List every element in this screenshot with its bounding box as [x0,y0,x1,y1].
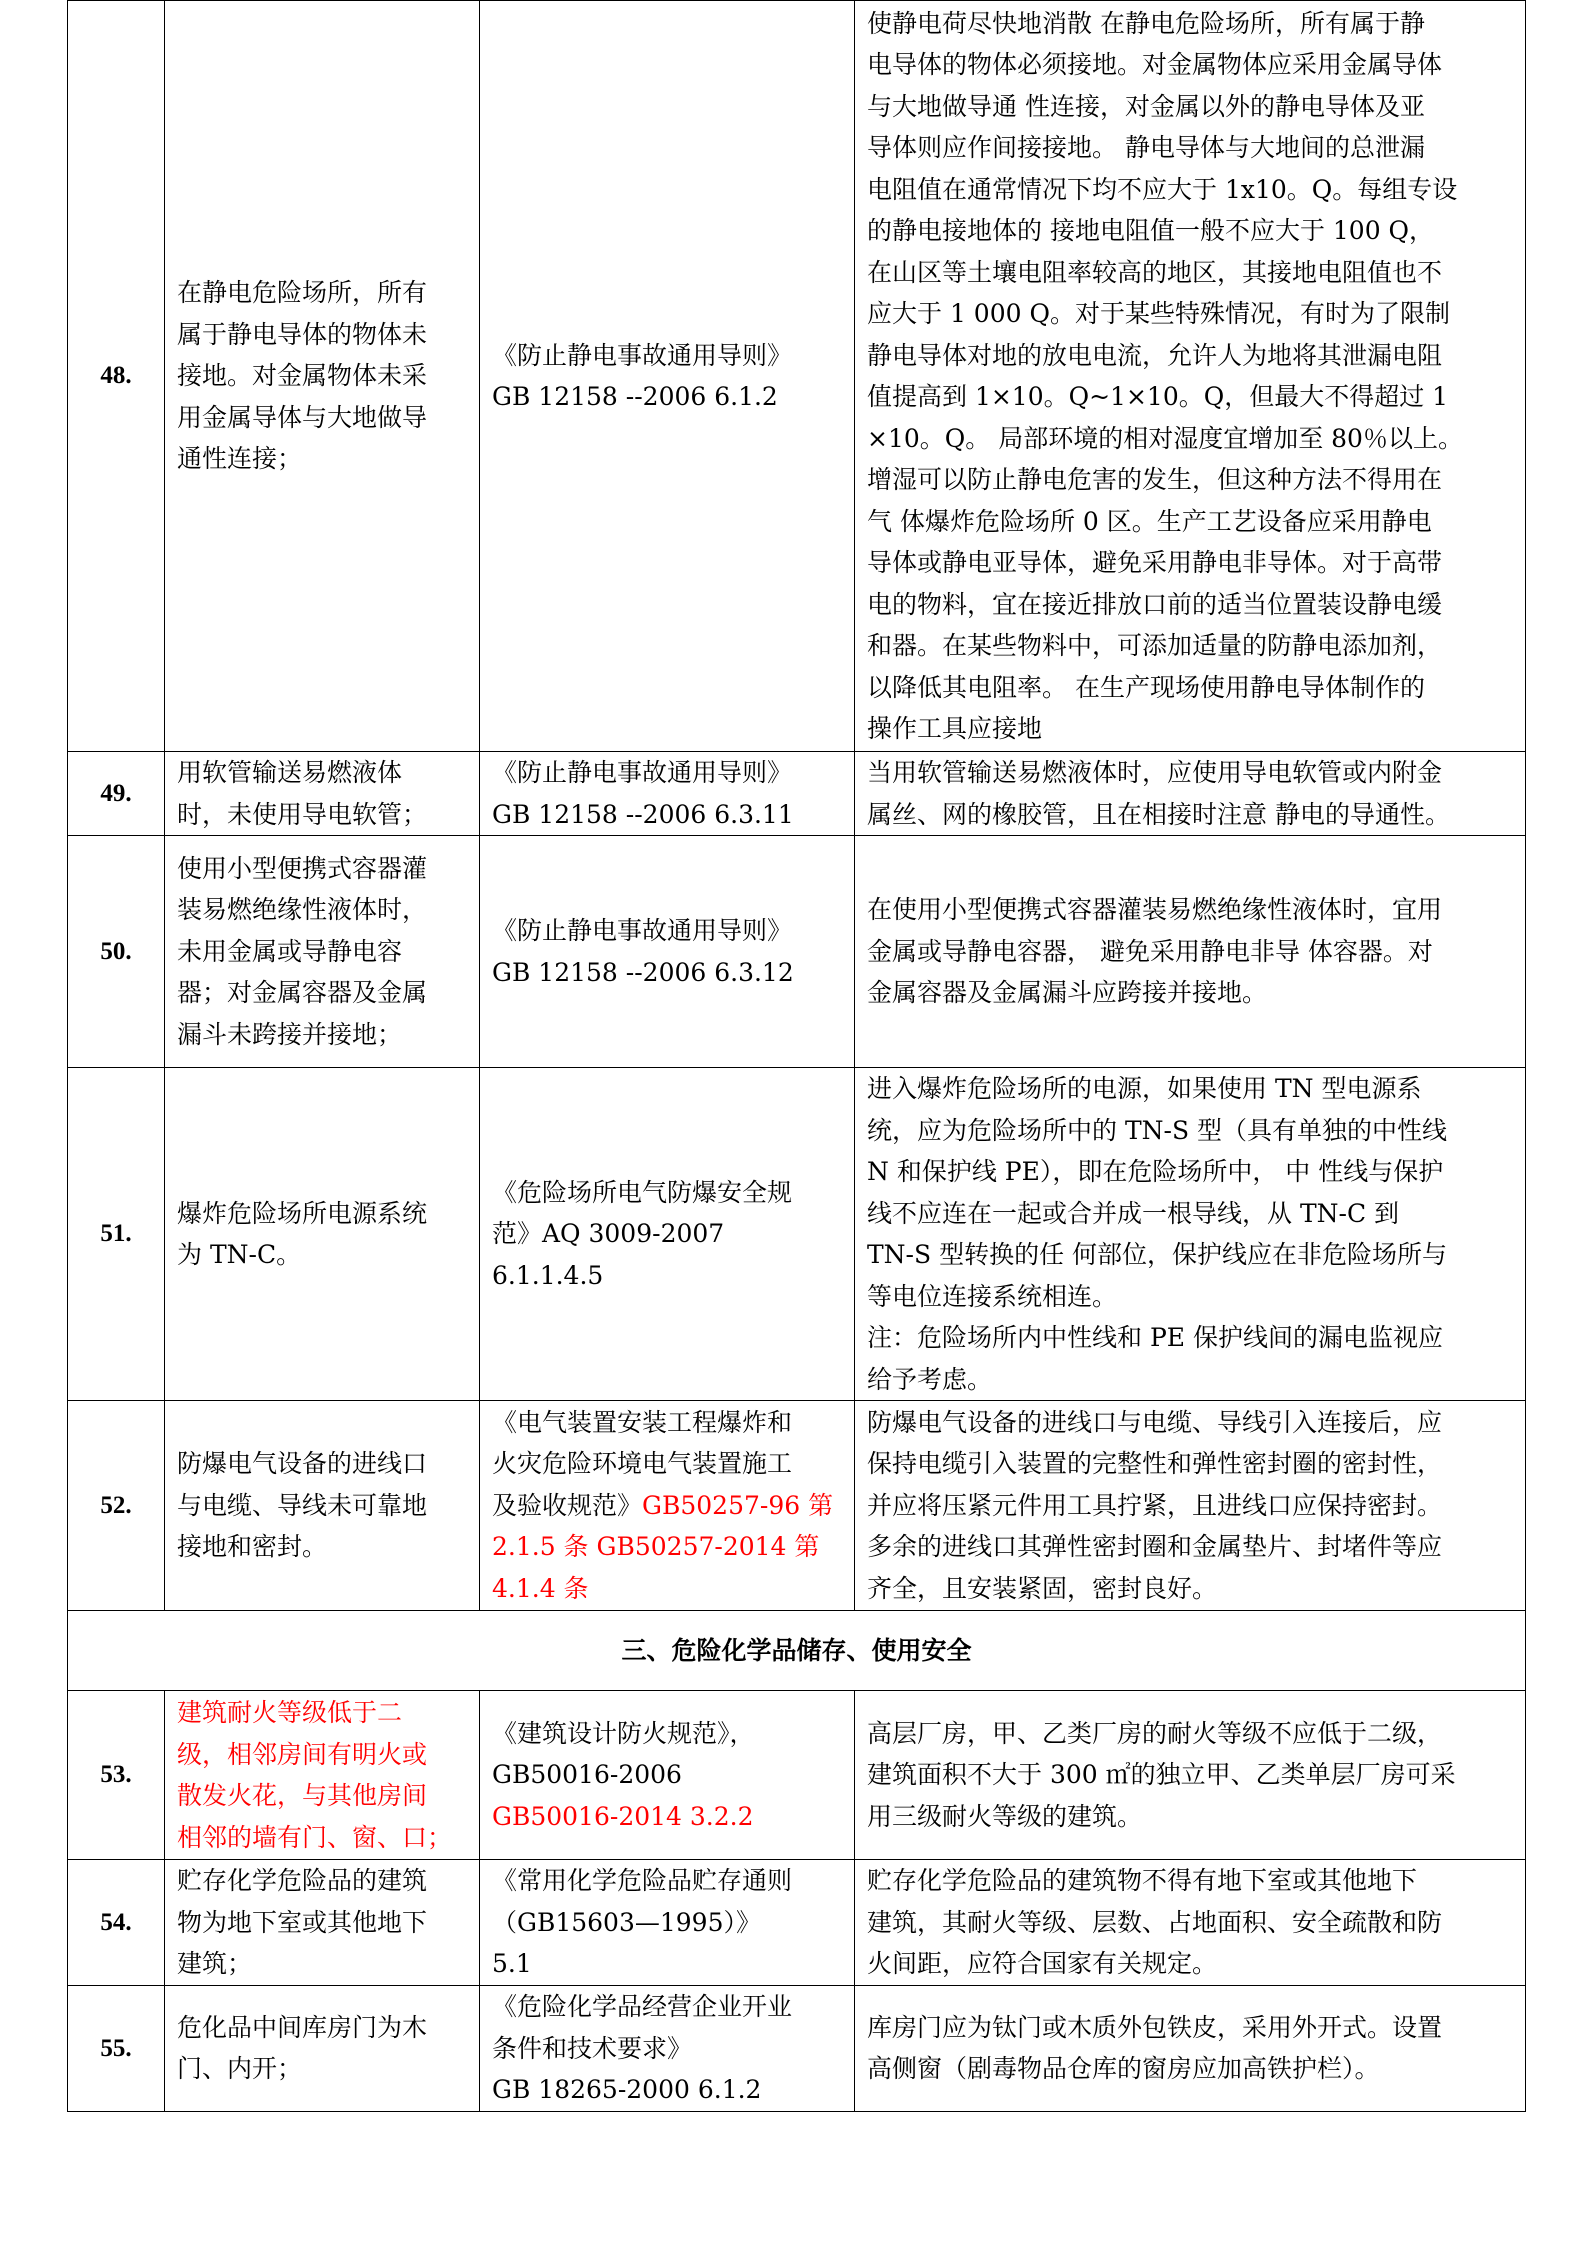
text: 电导体的物体必须接地。对金属物体应采用金属导体 [867,50,1443,79]
text: 应大于 1 000 Q。对于某些特殊情况，有时为了限制 [867,299,1450,328]
cell-line [867,1713,1513,1755]
table-row [68,836,1526,1068]
text: 用软管输送易燃液体 [177,758,403,787]
cell-line [492,2069,842,2111]
regulation-reference [480,1068,855,1401]
hazard-description [165,1691,480,1860]
requirement-text [855,1068,1526,1401]
cell-line [867,1796,1513,1838]
text: 条件和技术要求》 [492,2033,693,2063]
hazard-description [165,1068,480,1401]
cell-line [867,1902,1513,1944]
cell-line [177,1902,467,1944]
hazard-description [165,1401,480,1611]
text: 物为地下室或其他地下 [177,1907,428,1937]
cell-line [867,889,1513,931]
table-row [68,1986,1526,2112]
text: 建筑； [177,1949,253,1979]
cell-line [177,1817,467,1859]
item-number: 48. [68,1,165,752]
text: 防爆电气设备的进线口与电缆、导线引入连接后，应 [867,1407,1443,1437]
cell-line [177,848,467,890]
cell-line [867,1359,1513,1401]
cell-line [177,2048,467,2090]
cell-line [867,501,1513,543]
cell-line [177,1943,467,1985]
cell-line [867,667,1513,709]
regulation-reference [480,836,855,1068]
cell-line [867,1110,1513,1152]
cell-line [492,335,842,377]
cell-line [177,438,467,480]
text: 注：危险场所内中性线和 PE 保护线间的漏电监视应 [867,1323,1443,1352]
text: 门、内开； [177,2054,303,2084]
hazard-checklist-table [67,0,1526,2112]
cell-line [867,1443,1513,1485]
text: N 和保护线 PE），即在危险场所中， 中 性线与保护 [867,1157,1444,1186]
cell-line [492,1172,842,1214]
text: 保持电缆引入装置的完整性和弹性密封圈的密封性， [867,1449,1443,1479]
cell-line [867,127,1513,169]
text: GB50016-2006 [492,1760,682,1790]
cell-line [177,314,467,356]
hazard-description [165,1860,480,1986]
text: ×10。Q。 局部环境的相对湿度宜增加至 80％以上。 [867,423,1463,453]
text: 及验收规范》 [492,1490,643,1520]
table-row [68,1,1526,752]
cell-line [867,44,1513,86]
requirement-text [855,1,1526,752]
cell-line [867,169,1513,211]
cell-line [492,2028,842,2070]
text: GB 12158 --2006 6.3.11 [492,799,794,829]
section-header-row [68,1611,1526,1691]
cell-line [867,2007,1513,2049]
requirement-text [855,836,1526,1068]
cell-line [867,708,1513,750]
text: 贮存化学危险品的建筑物不得有地下室或其他地下 [867,1866,1418,1896]
text: 增湿可以防止静电危害的发生，但这种方法不得用在 [867,465,1443,494]
cell-line [492,952,842,994]
text: 在静电危险场所，所有 [177,278,428,308]
cell-line [177,931,467,973]
cell-line [492,1796,842,1838]
cell-line [867,1526,1513,1568]
regulation-reference [480,1401,855,1611]
text: 以降低其电阻率。 在生产现场使用静电导体制作的 [867,672,1425,702]
text: 5.1 [492,1949,532,1979]
cell-line [177,355,467,397]
text: 通性连接； [177,444,303,474]
text: 在使用小型便携式容器灌装易燃绝缘性液体时，宜用 [867,895,1443,925]
cell-line [867,376,1513,418]
cell-line [177,752,467,794]
cell-line [492,1754,842,1796]
requirement-text [855,1986,1526,2112]
cell-line [492,1902,842,1944]
text: 并应将压紧元件用工具拧紧，且进线口应保持密封。 [867,1490,1443,1520]
text: 属丝、网的橡胶管，且在相接时注意 静电的导通性。 [867,799,1450,829]
cell-line [867,1943,1513,1985]
item-number: 52. [68,1401,165,1611]
text: 《防止静电事故通用导则》 [492,916,793,945]
text: 与大地做导通 性连接，对金属以外的静电导体及亚 [867,91,1425,121]
cell-line [867,972,1513,1014]
cell-line [867,1402,1513,1444]
text: 《防止静电事故通用导则》 [492,758,793,787]
table-row [68,752,1526,836]
cell-line [867,1151,1513,1193]
cell-line [867,2048,1513,2090]
text: 《危险场所电气防爆安全规 [492,1177,793,1207]
cell-line [867,459,1513,501]
item-number: 49. [68,752,165,836]
text: 操作工具应接地 [867,714,1043,743]
text: 在山区等土壤电阻率较高的地区，其接地电阻值也不 [867,257,1443,287]
text: 使用小型便携式容器灌 [177,853,428,883]
text: 防爆电气设备的进线口 [177,1449,428,1479]
hazard-description [165,836,480,1068]
cell-line [867,86,1513,128]
cell-line [177,1014,467,1056]
text: 电阻值在通常情况下均不应大于 1x10。Q。每组专设 [867,174,1458,204]
hazard-description [165,1,480,752]
cell-line [867,1193,1513,1235]
cell-line [492,752,842,794]
text: 器；对金属容器及金属 [177,978,428,1008]
text: 气 体爆炸危险场所 0 区。生产工艺设备应采用静电 [867,506,1432,536]
text: 多余的进线口其弹性密封圈和金属垫片、封堵件等应 [867,1532,1443,1562]
hazard-description [165,752,480,836]
text: 用金属导体与大地做导 [177,402,428,432]
text: 《防止静电事故通用导则》 [492,340,793,370]
text: 装易燃绝缘性液体时， [177,895,428,925]
cell-line [177,1860,467,1902]
cell-line [492,1255,842,1297]
cell-line [867,252,1513,294]
cell-line [867,1568,1513,1610]
text: TN-S 型转换的任 何部位，保护线应在非危险场所与 [867,1240,1448,1269]
text: 范》AQ 3009-2007 [492,1219,725,1249]
cell-line [867,210,1513,252]
cell-line [177,1443,467,1485]
regulation-reference [480,1986,855,2112]
text: 火灾危险环境电气装置施工 [492,1449,793,1479]
cell-line [867,335,1513,377]
cell-line [867,542,1513,584]
item-number: 50. [68,836,165,1068]
item-number: 54. [68,1860,165,1986]
cell-line [177,272,467,314]
cell-line [492,1860,842,1902]
table-row [68,1691,1526,1860]
cell-line [867,1860,1513,1902]
text: 金属或导静电容器， 避免采用静电非导 体容器。对 [867,936,1433,966]
cell-line [177,1193,467,1235]
text: 贮存化学危险品的建筑 [177,1866,428,1896]
text: 为 TN-C。 [177,1240,302,1269]
cell-line [177,1775,467,1817]
text: 库房门应为钛门或木质外包铁皮，采用外开式。设置 [867,2012,1443,2042]
cell-line [867,3,1513,45]
item-number: 51. [68,1068,165,1401]
cell-line [492,1402,842,1444]
cell-line [867,752,1513,794]
cell-line [492,1213,842,1255]
cell-line [177,889,467,931]
cell-line [492,376,842,418]
text: 《建筑设计防火规范》， [492,1718,755,1748]
text: 线不应连在一起或合并成一根导线，从 TN-C 到 [867,1198,1400,1228]
cell-line [177,397,467,439]
cell-line [492,1568,842,1610]
cell-line [492,1986,842,2028]
text: 《常用化学危险品贮存通则 [492,1866,793,1896]
text: 时，未使用导电软管； [177,799,428,829]
text: 属于静电导体的物体未 [177,319,428,349]
text: 高侧窗（剧毒物品仓库的窗房应加高铁护栏）。 [867,2054,1380,2084]
text: 金属容器及金属漏斗应跨接并接地。 [867,978,1268,1008]
text: 给予考虑。 [867,1364,993,1394]
cell-line [177,1734,467,1776]
text: 当用软管输送易燃液体时，应使用导电软管或内附金 [867,758,1443,787]
requirement-text [855,1860,1526,1986]
cell-line [867,293,1513,335]
text: 导体或静电亚导体，避免采用静电非导体。对于高带 [867,548,1443,577]
text: 《电气装置安装工程爆炸和 [492,1407,793,1437]
text: 进入爆炸危险场所的电源，如果使用 TN 型电源系 [867,1074,1422,1103]
cell-line [867,418,1513,460]
cell-line [492,794,842,836]
text: 高层厂房，甲、乙类厂房的耐火等级不应低于二级， [867,1718,1443,1748]
text: 6.1.1.4.5 [492,1260,604,1290]
text: GB 12158 --2006 6.1.2 [492,382,778,411]
text: 危化品中间库房门为木 [177,2012,428,2042]
hazard-description [165,1986,480,2112]
text: GB 18265-2000 6.1.2 [492,2075,762,2104]
text: 与电缆、导线未可靠地 [177,1490,428,1520]
text: 使静电荷尽快地消散 在静电危险场所，所有属于静 [867,8,1425,38]
text: 等电位连接系统相连。 [867,1281,1118,1311]
cell-line [867,1485,1513,1527]
cell-line [867,584,1513,626]
cell-line [492,1443,842,1485]
text: GB 12158 --2006 6.3.12 [492,957,794,987]
cell-line [867,625,1513,667]
text: 的静电接地体的 接地电阻值一般不应大于 100 Q， [867,216,1435,245]
table-row [68,1068,1526,1401]
cell-line [867,1068,1513,1110]
cell-line [867,1754,1513,1796]
highlighted-text: 散发火花，与其他房间 [177,1781,428,1810]
cell-line [867,794,1513,836]
cell-line [867,1234,1513,1276]
cell-line [177,794,467,836]
text: 值提高到 1×10。Q~1×10。Q，但最大不得超过 1 [867,382,1449,411]
item-number: 55. [68,1986,165,2112]
text: 漏斗未跨接并接地； [177,1019,403,1049]
text: 接地和密封。 [177,1532,328,1562]
requirement-text [855,752,1526,836]
cell-line [492,910,842,952]
highlighted-text: 2.1.5 条 GB50257-2014 第 [492,1532,820,1562]
cell-line [492,1713,842,1755]
table-row [68,1401,1526,1611]
text: 电的物料，宜在接近排放口前的适当位置装设静电缓 [867,589,1443,619]
cell-line [867,1317,1513,1359]
highlighted-text: 建筑耐火等级低于二 [177,1698,403,1727]
regulation-reference [480,752,855,836]
item-number: 53. [68,1691,165,1860]
highlighted-text: GB50257-96 第 [642,1490,834,1520]
cell-line [177,1526,467,1568]
cell-line [177,1234,467,1276]
table-row [68,1860,1526,1986]
cell-line [177,2007,467,2049]
text: 爆炸危险场所电源系统 [177,1198,428,1228]
cell-line [492,1943,842,1985]
text: 《危险化学品经营企业开业 [492,1992,793,2021]
text: 静电导体对地的放电电流，允许人为地将其泄漏电阻 [867,340,1443,370]
cell-line [867,931,1513,973]
text: 用三级耐火等级的建筑。 [867,1801,1143,1831]
regulation-reference [480,1860,855,1986]
cell-line [177,972,467,1014]
highlighted-text: 级，相邻房间有明火或 [177,1739,428,1769]
cell-line [492,1485,842,1527]
text: 和器。在某些物料中，可添加适量的防静电添加剂， [867,631,1443,660]
text: （GB15603—1995）》 [492,1907,761,1937]
cell-line [177,1692,467,1734]
requirement-text [855,1401,1526,1611]
text: 接地。对金属物体未采 [177,361,428,391]
regulation-reference [480,1691,855,1860]
text: 统，应为危险场所中的 TN-S 型（具有单独的中性线 [867,1115,1448,1145]
cell-line [867,1276,1513,1318]
text: 未用金属或导静电容 [177,936,403,966]
regulation-reference [480,1,855,752]
highlighted-text: GB50016-2014 3.2.2 [492,1801,754,1831]
text: 导体则应作间接接地。 静电导体与大地间的总泄漏 [867,133,1425,162]
highlighted-text: 相邻的墙有门、窗、口； [177,1822,453,1852]
text: 火间距，应符合国家有关规定。 [867,1949,1218,1979]
requirement-text [855,1691,1526,1860]
cell-line [492,1526,842,1568]
cell-line [177,1485,467,1527]
text: 建筑，其耐火等级、层数、占地面积、安全疏散和防 [867,1907,1443,1937]
highlighted-text: 4.1.4 条 [492,1573,589,1603]
section-title: 三、危险化学品储存、使用安全 [68,1611,1526,1691]
text: 齐全，且安装紧固，密封良好。 [867,1573,1218,1603]
text: 建筑面积不大于 300 ㎡的独立甲、乙类单层厂房可采 [867,1760,1456,1790]
